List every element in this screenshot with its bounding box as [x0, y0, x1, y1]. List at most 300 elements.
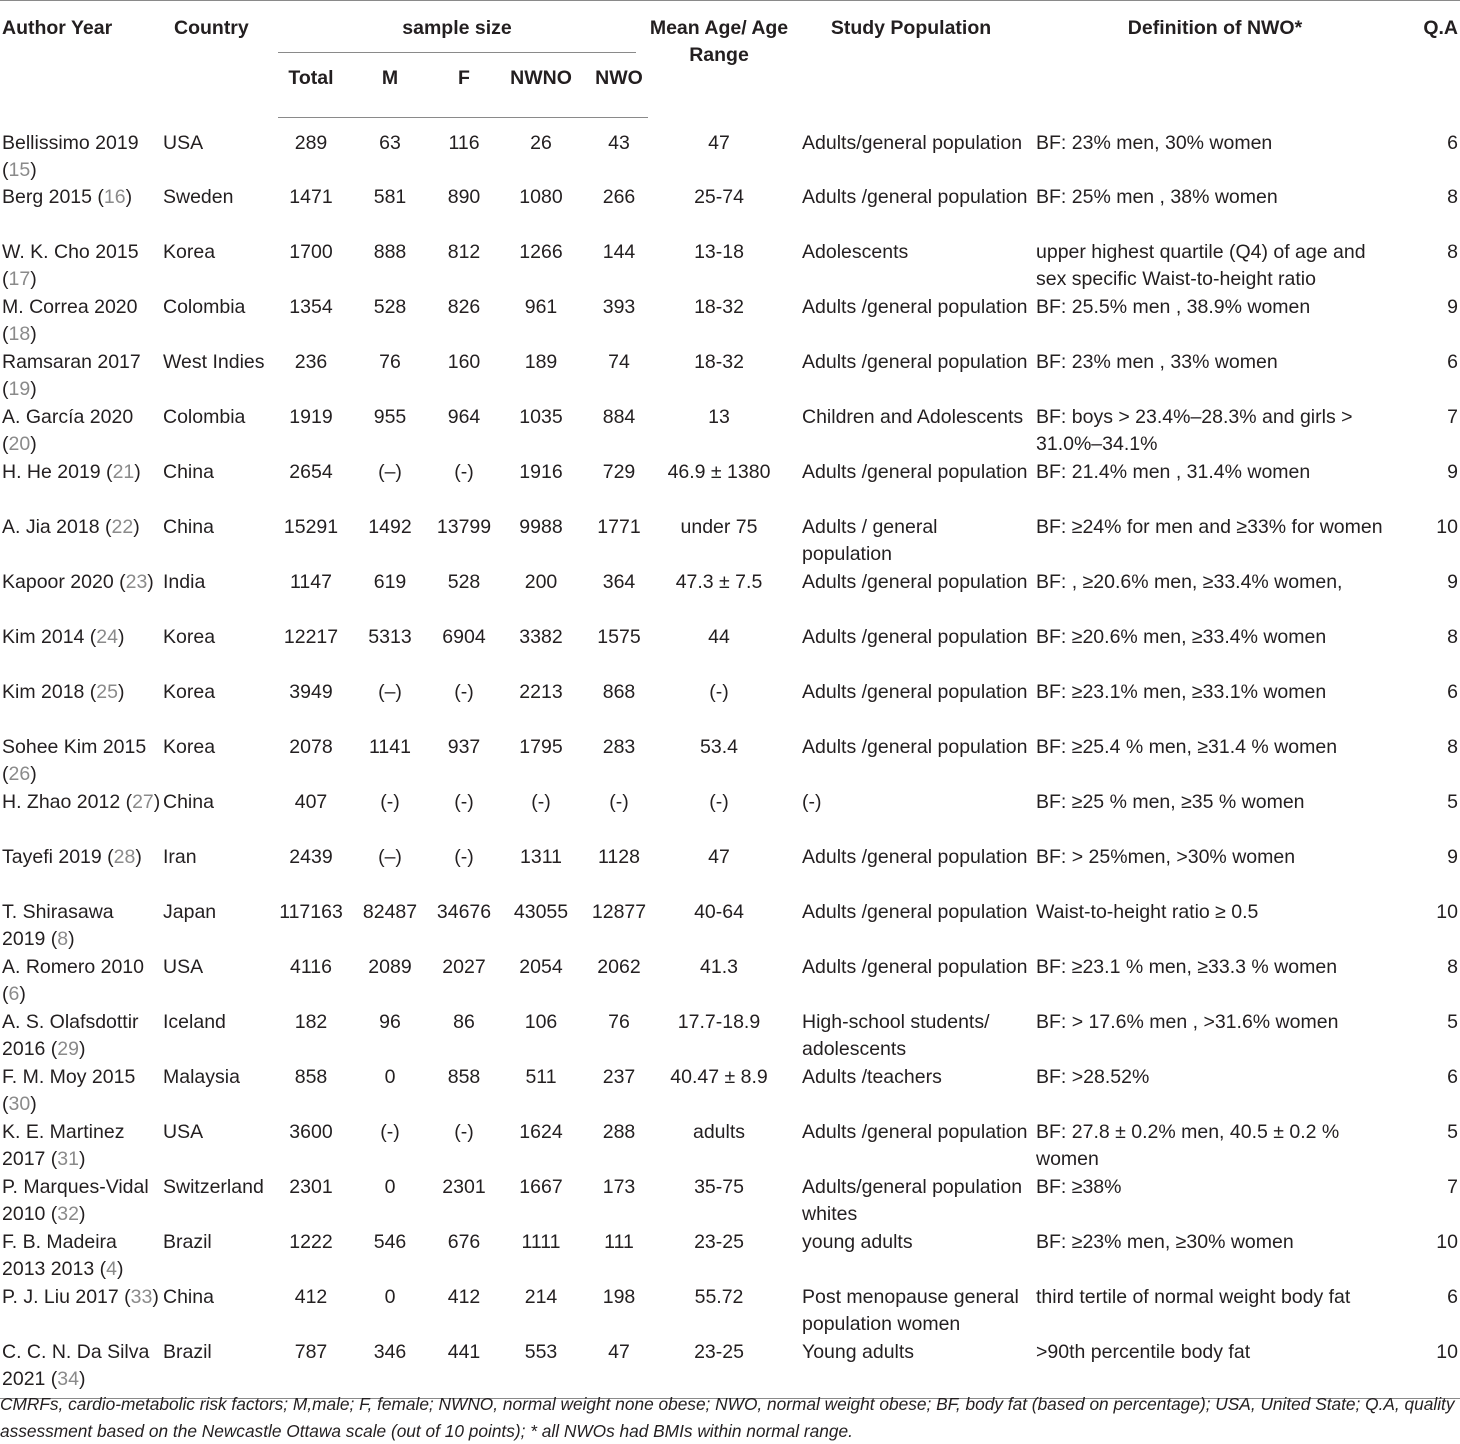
mean-age-cell: 35-75	[694, 1176, 744, 1199]
reference-link[interactable]: 27	[132, 791, 154, 814]
table-row	[0, 294, 1460, 349]
table-row	[0, 349, 1460, 404]
definition-cell: BF: boys > 23.4%–28.3% and girls > 31.0%–34.1%	[1036, 406, 1353, 456]
male-cell: 5313	[368, 626, 412, 649]
qa-cell: 6	[1447, 1066, 1458, 1089]
definition-cell: BF: 25.5% men , 38.9% women	[1036, 296, 1311, 319]
definition-cell: BF: 27.8 ± 0.2% men, 40.5 ± 0.2 % women	[1036, 1121, 1340, 1171]
country-cell: Colombia	[163, 406, 246, 429]
author-text: Kapoor 2020 (	[2, 571, 126, 594]
male-cell: 0	[384, 1176, 396, 1199]
author-close-paren: )	[79, 1148, 86, 1171]
definition-cell: BF: ≥25.4 % men, ≥31.4 % women	[1036, 736, 1338, 759]
author-close-paren: )	[116, 1258, 124, 1281]
qa-cell: 9	[1447, 296, 1458, 319]
country-cell: China	[163, 1286, 214, 1309]
total-cell: 4116	[290, 956, 332, 979]
nwno-cell: (-)	[531, 791, 551, 814]
table-row	[0, 1009, 1460, 1064]
nwo-cell: 884	[602, 406, 636, 429]
author-close-paren: )	[133, 516, 140, 539]
author-year-cell	[0, 679, 162, 734]
country-cell: USA	[163, 1121, 204, 1144]
total-cell: 412	[294, 1286, 328, 1309]
total-cell: 2078	[289, 736, 333, 759]
table-row	[0, 459, 1460, 514]
sample-size-label: sample size	[278, 15, 636, 53]
mean-age-cell: 25-74	[694, 186, 744, 209]
female-cell: 86	[453, 1011, 475, 1034]
qa-cell: 9	[1447, 571, 1458, 594]
nwo-cell: 283	[602, 736, 636, 759]
author-year-cell	[0, 118, 162, 185]
author-close-paren: )	[79, 1368, 86, 1391]
table-row	[0, 514, 1460, 569]
male-cell: (–)	[378, 461, 402, 484]
male-cell: 888	[373, 241, 407, 264]
study-population-cell: young adults	[802, 1231, 913, 1254]
study-population-cell: Adults /general population	[802, 1121, 1028, 1144]
reference-link[interactable]: 33	[130, 1286, 153, 1309]
mean-age-cell: 46.9 ± 1380	[667, 461, 771, 484]
definition-cell: BF: 21.4% men , 31.4% women	[1036, 461, 1311, 484]
reference-link[interactable]: 6	[8, 983, 20, 1006]
study-population-cell: Adults /general population	[802, 736, 1028, 759]
nwo-cell: (-)	[609, 791, 629, 814]
author-text: P. Marques-Vidal 2010 (	[2, 1176, 149, 1226]
qa-cell: 7	[1447, 406, 1458, 429]
male-cell: 82487	[362, 901, 418, 924]
author-text: Ramsaran 2017 (	[2, 351, 141, 401]
reference-link[interactable]: 4	[106, 1258, 117, 1281]
qa-cell: 6	[1447, 131, 1458, 154]
reference-link[interactable]: 32	[57, 1203, 79, 1226]
author-text: A. Romero 2010 (	[2, 956, 144, 1006]
total-cell: 407	[294, 791, 328, 814]
qa-cell: 5	[1447, 1121, 1458, 1144]
total-cell: 236	[294, 351, 328, 374]
definition-cell: third tertile of normal weight body fat	[1036, 1286, 1351, 1309]
male-cell: (–)	[378, 681, 402, 704]
total-cell: 15291	[283, 516, 339, 539]
female-cell: (-)	[454, 461, 474, 484]
definition-cell: BF: 23% men , 33% women	[1036, 351, 1278, 374]
female-cell: 812	[447, 241, 481, 264]
reference-link[interactable]: 23	[125, 571, 148, 594]
female-cell: 826	[447, 296, 481, 319]
country-cell: Korea	[163, 626, 216, 649]
definition-cell: BF: ≥23% men, ≥30% women	[1036, 1231, 1294, 1254]
nwo-cell: 111	[604, 1231, 634, 1254]
total-cell: 787	[278, 1339, 344, 1399]
reference-link[interactable]: 28	[113, 846, 136, 869]
nwno-cell: 26	[530, 132, 552, 154]
header-country: Country	[162, 1, 278, 118]
study-population-cell: Adults /general population	[802, 956, 1028, 979]
total-cell: 1700	[289, 241, 333, 264]
country-cell: USA	[163, 956, 204, 979]
qa-cell: 8	[1447, 956, 1458, 979]
mean-age-cell: 40.47 ± 8.9	[670, 1066, 768, 1089]
nwo-cell: 729	[602, 461, 636, 484]
mean-age-cell: 18-32	[694, 296, 744, 319]
nwo-cell: 74	[608, 351, 630, 374]
definition-cell: BF: ≥24% for men and ≥33% for women	[1036, 516, 1383, 539]
country-cell: Malaysia	[163, 1066, 240, 1089]
author-year-cell	[0, 1009, 162, 1064]
author-text: Kim 2018 (	[2, 681, 97, 704]
mean-age-cell: 47.3 ± 7.5	[675, 571, 763, 594]
total-cell: 3949	[289, 681, 333, 704]
nwno-cell: 961	[524, 296, 558, 319]
nwno-cell: 1795	[519, 736, 563, 759]
author-close-paren: )	[152, 1286, 159, 1309]
author-text: T. Shirasawa 2019 (	[2, 901, 114, 951]
male-cell: (-)	[380, 1121, 400, 1144]
study-population-cell: (-)	[802, 791, 822, 814]
author-close-paren: )	[147, 571, 154, 594]
nwo-cell: 868	[602, 681, 636, 704]
table-row	[0, 569, 1460, 624]
table-row	[0, 1284, 1460, 1339]
total-cell: 858	[294, 1066, 328, 1089]
country-cell: Iceland	[163, 1011, 226, 1034]
male-cell: 546	[373, 1231, 407, 1254]
total-cell: 2301	[289, 1176, 333, 1199]
nwno-cell: 1111	[521, 1231, 561, 1254]
author-close-paren: )	[68, 928, 75, 951]
table-row	[0, 954, 1460, 1009]
author-text: H. He 2019 (	[2, 461, 113, 484]
mean-age-cell: 13-18	[694, 241, 744, 264]
header-m: M	[344, 53, 436, 118]
mean-age-cell: (-)	[709, 681, 729, 704]
male-cell: 2089	[368, 956, 412, 979]
table-row	[0, 184, 1460, 239]
nwno-cell: 9988	[519, 516, 563, 539]
reference-link[interactable]: 25	[96, 681, 118, 704]
nwno-cell: 1266	[519, 241, 563, 264]
author-year-cell	[0, 1284, 162, 1339]
male-cell: 1141	[369, 736, 411, 759]
author-text: A. S. Olafsdottir 2016 (	[2, 1011, 139, 1061]
country-cell: Colombia	[163, 296, 246, 319]
study-population-cell: Young adults	[790, 1339, 1032, 1399]
study-population-cell: Adults /teachers	[802, 1066, 942, 1089]
author-text: F. B. Madeira 2013 2013 (	[2, 1231, 117, 1281]
country-cell: China	[163, 461, 214, 484]
reference-link[interactable]: 19	[8, 378, 31, 401]
mean-age-cell: 13	[708, 406, 730, 429]
nwo-cell: 76	[608, 1011, 630, 1034]
author-year-cell	[0, 404, 162, 459]
nwno-cell: 2213	[519, 681, 563, 704]
study-population-cell: Adults /general population	[802, 571, 1028, 594]
nwo-cell: 43	[608, 132, 630, 154]
reference-link[interactable]: 30	[8, 1093, 31, 1116]
country-cell: India	[163, 571, 206, 594]
nwno-cell: 1035	[519, 406, 563, 429]
total-cell: 1147	[290, 571, 332, 594]
reference-link[interactable]: 17	[8, 268, 31, 291]
author-text: A. García 2020 (	[2, 406, 134, 456]
author-year-cell	[0, 1174, 162, 1229]
author-text: H. Zhao 2012 (	[2, 791, 133, 814]
reference-link[interactable]: 34	[57, 1368, 79, 1391]
female-cell: (-)	[454, 846, 474, 869]
study-population-cell: Adults /general population	[802, 351, 1028, 374]
table-row	[0, 1119, 1460, 1174]
author-close-paren: )	[19, 983, 26, 1006]
author-text: C. C. N. Da Silva 2021 (	[2, 1341, 150, 1391]
reference-link[interactable]: 20	[8, 433, 31, 456]
definition-cell: BF: 23% men, 30% women	[1036, 131, 1273, 154]
country-cell: Korea	[163, 681, 216, 704]
qa-cell: 8	[1447, 626, 1458, 649]
mean-age-cell: 23-25	[648, 1339, 790, 1399]
table-row	[0, 624, 1460, 679]
table-body	[0, 118, 1460, 1399]
nwno-cell: 1624	[519, 1121, 563, 1144]
author-year-cell	[0, 899, 162, 954]
definition-cell: BF: >28.52%	[1036, 1066, 1150, 1089]
mean-age-cell: 55.72	[694, 1286, 744, 1309]
male-cell: 63	[379, 132, 401, 154]
total-cell: 2439	[289, 846, 333, 869]
author-year-cell	[0, 349, 162, 404]
total-cell: 3600	[289, 1121, 333, 1144]
definition-cell: BF: ≥25 % men, ≥35 % women	[1036, 791, 1305, 814]
female-cell: 676	[447, 1231, 481, 1254]
nwno-cell: 189	[524, 351, 558, 374]
definition-cell: BF: ≥20.6% men, ≥33.4% women	[1036, 626, 1327, 649]
mean-age-cell: 41.3	[700, 956, 738, 979]
total-cell: 1919	[289, 406, 333, 429]
author-close-paren: )	[153, 791, 161, 814]
nwno-cell: 1080	[519, 186, 563, 209]
reference-link[interactable]: 29	[57, 1038, 79, 1061]
author-text: W. K. Cho 2015 (	[2, 241, 139, 291]
qa-cell: 10	[1398, 1339, 1460, 1399]
female-cell: 441	[436, 1339, 492, 1399]
study-population-cell: Adults /general population	[802, 461, 1028, 484]
author-text: M. Correa 2020 (	[2, 296, 138, 346]
header-author-year: Author Year	[0, 1, 162, 118]
reference-link[interactable]: 24	[96, 626, 118, 649]
author-year-cell	[0, 789, 162, 844]
author-year-cell	[0, 624, 162, 679]
country-cell: Brazil	[162, 1339, 278, 1399]
author-year-cell	[0, 1119, 162, 1174]
author-text: Kim 2014 (	[2, 626, 97, 649]
study-population-cell: Post menopause general population women	[802, 1286, 1019, 1336]
qa-cell: 7	[1447, 1176, 1458, 1199]
qa-cell: 9	[1447, 846, 1458, 869]
male-cell: 619	[373, 571, 407, 594]
author-text: Berg 2015 (	[2, 186, 104, 209]
nwno-cell: 1667	[519, 1176, 563, 1199]
male-cell: 0	[384, 1066, 396, 1089]
study-population-cell: Adults /general population	[802, 296, 1028, 319]
definition-cell: BF: , ≥20.6% men, ≥33.4% women,	[1036, 571, 1343, 594]
female-cell: 964	[447, 406, 481, 429]
total-cell: 1471	[289, 186, 333, 209]
author-text: F. M. Moy 2015 (	[2, 1066, 136, 1116]
table-row	[0, 1064, 1460, 1119]
table-row	[0, 1229, 1460, 1284]
country-cell: West Indies	[163, 351, 265, 374]
nwno-cell: 511	[525, 1066, 557, 1089]
definition-cell: Waist-to-height ratio ≥ 0.5	[1036, 901, 1259, 924]
qa-cell: 6	[1447, 351, 1458, 374]
author-close-paren: )	[30, 433, 37, 456]
qa-cell: 5	[1447, 1011, 1458, 1034]
total-cell: 2654	[289, 461, 333, 484]
definition-cell: BF: 25% men , 38% women	[1036, 186, 1278, 209]
author-year-cell	[0, 844, 162, 899]
header-nwo: NWO	[590, 53, 648, 118]
author-year-cell	[0, 294, 162, 349]
reference-link[interactable]: 31	[57, 1148, 79, 1171]
nwno-cell: 106	[524, 1011, 558, 1034]
study-population-cell: Adults /general population	[802, 626, 1028, 649]
author-close-paren: )	[30, 268, 37, 291]
country-cell: China	[163, 791, 214, 814]
total-cell: 12217	[283, 626, 339, 649]
author-text: K. E. Martinez 2017 (	[2, 1121, 125, 1171]
header-f: F	[436, 53, 492, 118]
female-cell: 6904	[442, 626, 486, 649]
mean-age-cell: 18-32	[694, 351, 744, 374]
table-row	[0, 734, 1460, 789]
female-cell: (-)	[454, 791, 474, 814]
total-cell: 117163	[279, 901, 343, 924]
country-cell: Switzerland	[163, 1176, 264, 1199]
author-text: Bellissimo 2019 (	[2, 131, 139, 181]
total-cell: 1354	[289, 296, 333, 319]
author-year-cell	[0, 569, 162, 624]
qa-cell: 6	[1447, 681, 1458, 704]
table-row	[0, 1339, 1460, 1399]
study-population-cell: Adults /general population	[802, 846, 1028, 869]
nwo-cell: 1128	[598, 846, 640, 869]
reference-link[interactable]: 26	[8, 763, 31, 786]
female-cell: 13799	[436, 516, 492, 539]
author-year-cell	[0, 459, 162, 514]
male-cell: (-)	[380, 791, 400, 814]
header-definition: Definition of NWO*	[1032, 1, 1398, 118]
author-close-paren: )	[134, 461, 141, 484]
nwo-cell: 1575	[597, 626, 641, 649]
male-cell: 76	[379, 351, 401, 374]
author-year-cell	[0, 1229, 162, 1284]
female-cell: (-)	[454, 681, 474, 704]
nwo-cell: 1771	[597, 516, 641, 539]
qa-cell: 6	[1447, 1286, 1458, 1309]
definition-cell: BF: ≥38%	[1036, 1176, 1122, 1199]
author-text: A. Jia 2018 (	[2, 516, 112, 539]
female-cell: 937	[447, 736, 481, 759]
nwo-cell: 173	[602, 1176, 636, 1199]
female-cell: 2027	[442, 956, 486, 979]
nwo-cell: 266	[602, 186, 636, 209]
author-close-paren: )	[30, 323, 37, 346]
mean-age-cell: 44	[708, 626, 730, 649]
mean-age-cell: 47	[708, 846, 730, 869]
female-cell: (-)	[454, 1121, 474, 1144]
study-population-cell: Adults/general population whites	[802, 1176, 1023, 1226]
female-cell: 858	[447, 1066, 481, 1089]
reference-link[interactable]: 18	[8, 323, 31, 346]
reference-link[interactable]: 8	[57, 928, 69, 951]
male-cell: 528	[373, 296, 407, 319]
table-row	[0, 404, 1460, 459]
author-year-cell	[0, 734, 162, 789]
male-cell: 96	[379, 1011, 401, 1034]
qa-cell: 8	[1447, 736, 1458, 759]
mean-age-cell: 53.4	[700, 736, 738, 759]
country-cell: USA	[163, 131, 204, 154]
study-population-cell: Adults / general population	[802, 516, 938, 566]
nwno-cell: 200	[524, 571, 558, 594]
qa-cell: 10	[1436, 901, 1458, 924]
mean-age-cell: (-)	[709, 791, 729, 814]
table-row	[0, 789, 1460, 844]
reference-link[interactable]: 15	[8, 158, 31, 181]
male-cell: 346	[344, 1339, 436, 1399]
definition-cell: BF: > 17.6% men , >31.6% women	[1036, 1011, 1339, 1034]
female-cell: 34676	[436, 901, 492, 924]
male-cell: 1492	[368, 516, 412, 539]
author-year-cell	[0, 239, 162, 294]
author-close-paren: )	[79, 1203, 86, 1226]
author-close-paren: )	[30, 763, 37, 786]
author-year-cell	[0, 954, 162, 1009]
country-cell: Iran	[163, 846, 197, 869]
country-cell: Sweden	[163, 186, 234, 209]
header-total: Total	[278, 53, 344, 118]
female-cell: 116	[448, 132, 480, 154]
nwo-cell: 393	[602, 296, 636, 319]
header-row-top	[0, 1, 1460, 54]
mean-age-cell: adults	[692, 1121, 746, 1144]
nwo-cell: 144	[602, 241, 636, 264]
nwno-cell: 214	[524, 1286, 558, 1309]
mean-age-cell: 47	[708, 131, 730, 154]
table-row	[0, 679, 1460, 734]
mean-age-cell: 17.7-18.9	[677, 1011, 761, 1034]
definition-cell: upper highest quartile (Q4) of age and sex specific Waist-to-height ratio	[1036, 241, 1366, 291]
table-footnote: CMRFs, cardio-metabolic risk factors; M,male; F, female; NWNO, normal weight none obese; NWO, normal weight obese; BF, body fat (based on percentage); USA, United State; Q.A, quality assessment based on the Newcastle Ottawa scale (out of 10 points); * all NWOs had BMIs within normal range.	[0, 1394, 1455, 1441]
reference-link[interactable]: 16	[103, 186, 126, 209]
male-cell: 955	[373, 406, 407, 429]
study-population-cell: Adults /general population	[802, 901, 1028, 924]
table-row	[0, 844, 1460, 899]
female-cell: 2301	[442, 1176, 486, 1199]
author-close-paren: )	[30, 1093, 37, 1116]
author-text: Tayefi 2019 (	[2, 846, 114, 869]
definition-cell: BF: > 25%men, >30% women	[1036, 846, 1296, 869]
female-cell: 160	[447, 351, 481, 374]
header-study-population: Study Population	[790, 1, 1032, 118]
author-year-cell	[0, 1339, 162, 1399]
country-cell: Japan	[163, 901, 217, 924]
reference-link[interactable]: 21	[112, 461, 135, 484]
table-row	[0, 239, 1460, 294]
male-cell: 0	[384, 1286, 396, 1309]
nwo-cell: 288	[602, 1121, 636, 1144]
reference-link[interactable]: 22	[111, 516, 134, 539]
